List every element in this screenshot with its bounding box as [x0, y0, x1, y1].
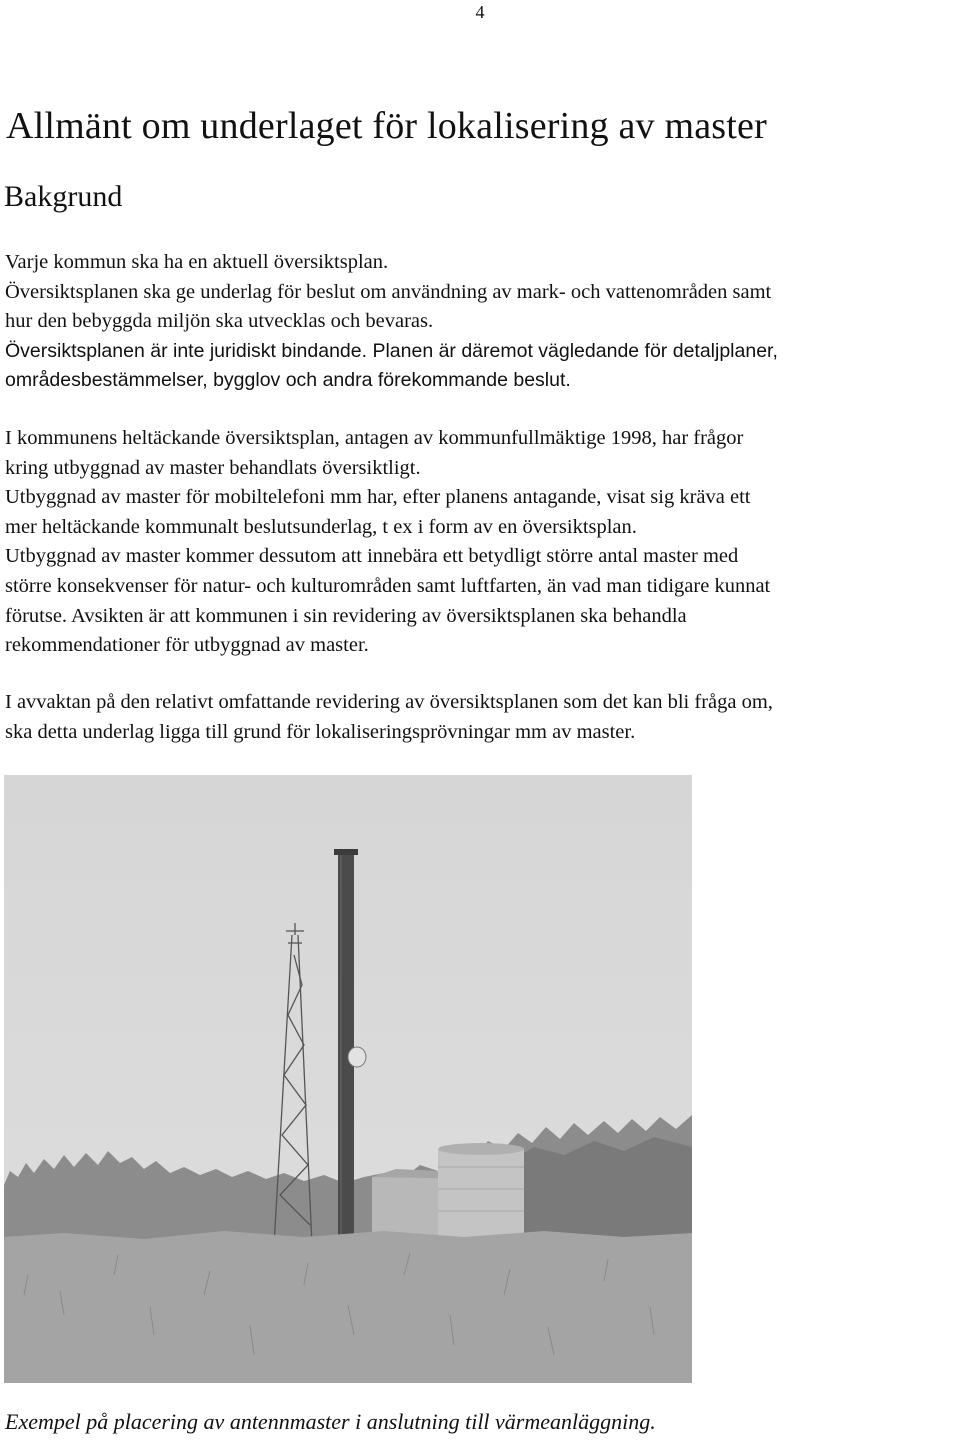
text-line: större konsekvenser för natur- och kulturområden samt luftfarten, än vad man tidigare kunnat — [5, 574, 771, 597]
photo-caption: Exempel på placering av antennmaster i anslutning till värmeanläggning. — [5, 1409, 656, 1434]
paragraph-overview-plan — [5, 248, 960, 396]
text-line: hur den bebyggda miljön ska utvecklas och bevaras. — [5, 310, 434, 333]
text-line: I kommunens heltäckande översiktsplan, antagen av kommunfullmäktige 1998, har frågor — [5, 427, 744, 449]
text-line: ska detta underlag ligga till grund för lokaliseringsprövningar mm av master. — [5, 720, 636, 743]
text-line: Utbyggnad av master för mobiltelefoni mm har, efter planens antagande, visat sig kräva ett — [5, 486, 751, 509]
text-line: Översiktsplanen är inte juridiskt bindande. Planen är däremot vägledande för detaljplaner, — [5, 339, 778, 362]
text-line: förutse. Avsikten är att kommunen i sin revidering av översiktsplanen ska behandla — [5, 604, 687, 627]
text-line: Översiktsplanen ska ge underlag för beslut om användning av mark- och vattenområden samt — [5, 280, 772, 303]
text-line: områdesbestämmelser, bygglov och andra förekommande beslut. — [5, 369, 571, 392]
text-line: kring utbyggnad av master behandlats översiktligt. — [5, 456, 421, 479]
tank-top — [438, 1143, 524, 1155]
page-title: Allmänt om underlaget för lokalisering av master — [6, 105, 767, 147]
photo-illustration — [4, 775, 692, 1383]
text-line: Utbyggnad av master kommer dessutom att innebära ett betydligt större antal master med — [5, 545, 739, 568]
page-number: 4 — [475, 2, 485, 22]
antenna-mast-photo — [4, 775, 692, 1383]
text-line: Varje kommun ska ha en aktuell översiktsplan. — [5, 251, 389, 273]
text-line: I avvaktan på den relativt omfattande revidering av översiktsplanen som det kan bli fråga om, — [5, 691, 773, 713]
dish-antenna-icon — [348, 1047, 366, 1067]
paragraph-mast-development — [5, 424, 960, 661]
paragraph-interim-basis — [5, 688, 960, 747]
text-line: rekommendationer för utbyggnad av master. — [5, 634, 369, 657]
section-heading: Bakgrund — [4, 180, 123, 213]
text-line: mer heltäckande kommunalt beslutsunderlag, t ex i form av en översiktsplan. — [5, 515, 637, 538]
